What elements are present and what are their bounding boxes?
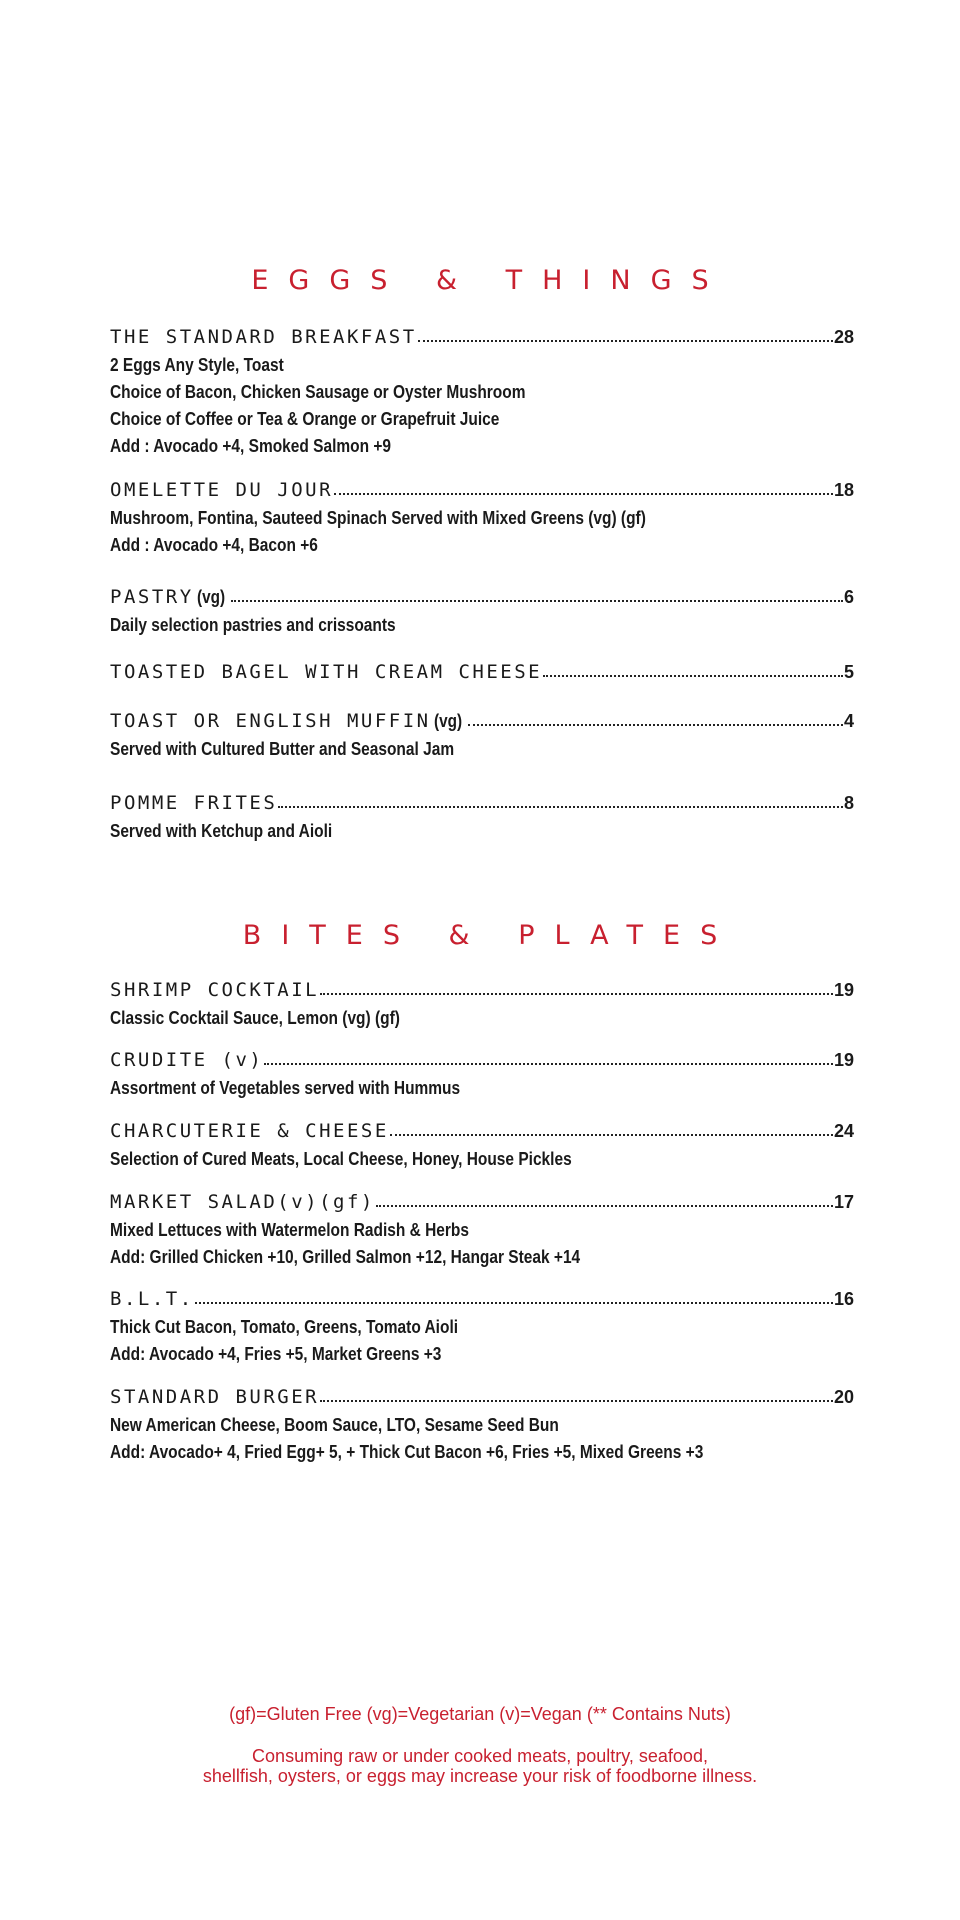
menu-item — [110, 586, 854, 639]
item-description: Mushroom, Fontina, Sauteed Spinach Served with Mixed Greens (vg) (gf) — [110, 508, 646, 528]
dot-leader — [278, 806, 843, 808]
item-price: 20 — [833, 1387, 854, 1407]
menu-item — [110, 979, 854, 1032]
item-description: Served with Ketchup and Aioli — [110, 821, 333, 841]
item-name: SHRIMP COCKTAIL — [110, 979, 320, 1001]
item-description: Add: Grilled Chicken +10, Grilled Salmon +12, Hangar Steak +14 — [110, 1247, 581, 1267]
menu-item — [110, 326, 854, 460]
item-description: Thick Cut Bacon, Tomato, Greens, Tomato Aioli — [110, 1317, 459, 1337]
item-price: 16 — [833, 1289, 854, 1309]
dot-leader — [418, 340, 833, 342]
menu-item — [110, 1049, 854, 1102]
item-price: 6 — [843, 587, 854, 607]
dot-leader — [231, 600, 843, 602]
item-description: Classic Cocktail Sauce, Lemon (vg) (gf) — [110, 1008, 400, 1028]
item-description: Add: Avocado+ 4, Fried Egg+ 5, + Thick Cut Bacon +6, Fries +5, Mixed Greens +3 — [110, 1442, 704, 1462]
item-description: Mixed Lettuces with Watermelon Radish & Herbs — [110, 1220, 469, 1240]
dot-leader — [390, 1134, 833, 1136]
item-price: 19 — [833, 980, 854, 1000]
health-warning-line2: shellfish, oysters, or eggs may increase your risk of foodborne illness. — [202, 1766, 758, 1786]
menu-item — [110, 792, 854, 845]
item-name: CRUDITE (v) — [110, 1049, 264, 1071]
item-description: 2 Eggs Any Style, Toast — [110, 355, 284, 375]
item-name: CHARCUTERIE & CHEESE — [110, 1120, 389, 1142]
item-description: Choice of Bacon, Chicken Sausage or Oyster Mushroom — [110, 382, 526, 402]
dot-leader — [543, 675, 843, 677]
menu-item — [110, 1288, 854, 1368]
section-title-eggs-things: EGGS & THINGS — [251, 265, 729, 296]
item-name: PASTRY — [110, 586, 194, 608]
dot-leader — [376, 1205, 833, 1207]
health-warning-line1: Consuming raw or under cooked meats, poultry, seafood, — [252, 1746, 708, 1766]
dot-leader — [320, 1400, 833, 1402]
menu-item — [110, 1120, 854, 1173]
dot-leader — [334, 493, 833, 495]
item-description: Add : Avocado +4, Smoked Salmon +9 — [110, 436, 392, 456]
item-description: New American Cheese, Boom Sauce, LTO, Sesame Seed Bun — [110, 1415, 559, 1435]
item-description: Choice of Coffee or Tea & Orange or Grapefruit Juice — [110, 409, 500, 429]
dot-leader — [195, 1302, 833, 1304]
item-price: 18 — [833, 480, 854, 500]
item-tag: (vg) — [196, 587, 225, 607]
item-description: Add: Avocado +4, Fries +5, Market Greens +3 — [110, 1344, 442, 1364]
menu-item — [110, 479, 854, 559]
item-tag: (vg) — [433, 711, 462, 731]
item-name: TOASTED BAGEL WITH CREAM CHEESE — [110, 661, 543, 683]
item-price: 19 — [833, 1050, 854, 1070]
item-price: 8 — [843, 793, 854, 813]
item-name: POMME FRITES — [110, 792, 278, 814]
dot-leader — [264, 1063, 833, 1065]
dietary-legend: (gf)=Gluten Free (vg)=Vegetarian (v)=Vegan (** Contains Nuts) — [229, 1704, 731, 1724]
menu-item — [110, 710, 854, 763]
item-price: 24 — [833, 1121, 854, 1141]
item-description: Served with Cultured Butter and Seasonal Jam — [110, 739, 455, 759]
menu-item — [110, 661, 854, 687]
item-description: Selection of Cured Meats, Local Cheese, Honey, House Pickles — [110, 1149, 572, 1169]
item-price: 17 — [833, 1192, 854, 1212]
item-name: THE STANDARD BREAKFAST — [110, 326, 417, 348]
menu-item — [110, 1191, 854, 1271]
item-name: OMELETTE DU JOUR — [110, 479, 334, 501]
item-name: STANDARD BURGER — [110, 1386, 320, 1408]
item-price: 28 — [833, 327, 854, 347]
item-price: 4 — [843, 711, 854, 731]
item-description: Assortment of Vegetables served with Hummus — [110, 1078, 461, 1098]
item-description: Daily selection pastries and crissoants — [110, 615, 396, 635]
item-description: Add : Avocado +4, Bacon +6 — [110, 535, 318, 555]
dot-leader — [468, 724, 843, 726]
section-title-bites-plates: BITES & PLATES — [242, 920, 738, 951]
item-price: 5 — [843, 662, 854, 682]
menu-item — [110, 1386, 854, 1466]
dot-leader — [320, 993, 833, 995]
item-name: MARKET SALAD(v)(gf) — [110, 1191, 375, 1213]
item-name: B.L.T. — [110, 1288, 194, 1310]
item-name: TOAST OR ENGLISH MUFFIN — [110, 710, 431, 732]
